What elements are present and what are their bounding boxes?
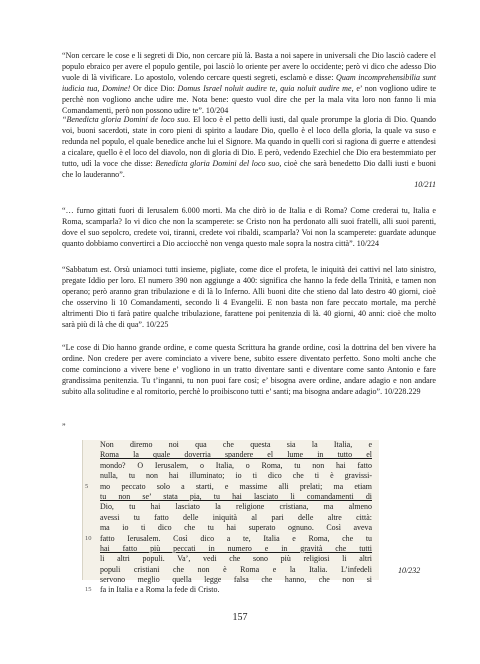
scan-line-text: tu non se’ stata pia, tu hai lasciato li comandamenti di	[100, 491, 372, 501]
scan-line-number: 5	[85, 482, 89, 490]
scan-line	[83, 513, 379, 523]
scan-line-text: nulla, tu non hai illuminato; io ti dico che ti è gravissi-	[100, 471, 372, 481]
scan-line	[83, 461, 379, 471]
scan-line-text: hai fatto più peccati in numero e in gravità che tutti	[100, 543, 372, 553]
scan-line	[83, 502, 379, 512]
paragraph-3-text: “… furno gittati fuori di Ierusalem 6.000 morti. Ma che dirò io de Italia e di Roma? Come crederai tu, Italia e Roma, scamparla? Io vi dico che non la scamperete: se Cristo non ha perdonato alli suoi fratelli, alli suoi parenti, dove el suo sepolcro, credete voi, tiranni, credete voi ribaldi, scamparla? Voi non la scamperete: guardate adunque quanto dobbiamo convertirci a Dio acciocchè non venga questo male sopra la nostra città”. 10/224	[62, 206, 436, 248]
scan-line	[83, 575, 379, 585]
scan-line-text: Non diremo noi qua che questa sia la Italia, e	[100, 440, 372, 449]
scan-line-text: populi cristiani che non è Roma e la Italia. L’infedeli	[100, 564, 372, 574]
scan-line	[83, 534, 379, 544]
scan-line-text: Dio, tu hai lasciato la religione cristiana, ma almeno	[100, 502, 372, 512]
scan-line	[83, 565, 379, 575]
paragraph-2-quote-1: “Benedicta gloria Domini de loco suo.	[62, 115, 191, 124]
paragraph-4-text: “Sabbatum est. Orsù uniamoci tutti insieme, pigliate, come dice el profeta, le iniquità dei cattivi nel lato sinistro, pregate Iddio per loro. El numero 390 non aggiunge a 400: significa che hanno la fede della Trinità, e tamen non operano; però aranno gran tribulazione e di là lo Inferno. Alli buoni dite che stieno dal lato destro 40 giorni, cioè che osservino li 10 Comandamenti, secondo li 4 Evangelii. E non basta non fare peccato mortale, ma perchè altrimenti Dio ti farà patire qualche tribulazione, farattene poi penitenzia di là. 40 giorni, 40 anni: cioè che molto sarà più di là che di qua”. 10/225	[62, 265, 436, 329]
scan-line-text: fatto Ierusalem. Così dico a te, Italia e Roma, che tu	[100, 533, 372, 543]
scan-line-text: avessi tu fatto delle iniquità al pari delle altre città:	[100, 512, 372, 522]
scan-line	[83, 585, 379, 595]
paragraph-1-text-b: Or dice Dio:	[130, 83, 178, 93]
paragraph-1	[62, 51, 436, 116]
paragraph-5-text: “Le cose di Dio hanno grande ordine, e come questa Scrittura ha grande ordine, così la dottrina del ben vivere ha ordine. Non credere per avere cominciato a vivere bene, subito essere diventato perfetto. Sono molti anche che come cominciono a vivere bene e’ vogliono in un tratto diventare santi e diventare come santo Antonio e fare grandissima penitenzia. Tu t’inganni, tu non puoi fare così; e’ bisogna avere ordine, andare adagio e non andare subito alla solitudine e al romitorio, perchè lo proibiscono tutti e’ santi; ma bisogna andare adagio”. 10/228.229	[62, 343, 436, 396]
scan-line-number: 10	[85, 534, 92, 542]
paragraph-2-quote-2: Benedicta gloria Domini del loco suo	[155, 158, 280, 168]
scan-reference: 10/232	[398, 566, 421, 575]
paragraph-5	[62, 343, 436, 398]
paragraph-2-text-b: , cioè che sarà benedetto Dio dalli iusti e buoni che lo lauderanno”.	[62, 158, 436, 179]
paragraph-4	[62, 265, 436, 330]
paragraph-1-quote-1: Quam incomprehensibilia sunt iudicia tua, Domine!	[62, 72, 436, 93]
scan-line-number: 15	[85, 586, 92, 594]
paragraph-2	[62, 115, 436, 191]
stray-quote-mark	[62, 422, 436, 433]
paragraph-2-text-a: El loco è el petto delli iusti, dal quale prorumpe la gloria di Dio. Quando voi, buoni sacerdoti, state in coro pieni di spirito a laudare Dio, quello è el loco della gloria, la quale va suso e redunda nel populo, el quale benedice anche lui el Signore. Ma quando in quelli cori si ragiona di guerre e attendesi a cicalare, quello è el loco del diavolo, non di gloria di Dio. E però, vedendo Ezechiel che Dio era bestemmiato per tutto, udì la voce che disse:	[62, 115, 436, 168]
paragraph-1-text-c: , e’ non vogliono udire te perchè non vogliono anche udire me. Nota bene: questo vuol dire che per la mala vita loro non fanno li mia Comandamenti, però non possono udire te”. 10/204	[62, 83, 437, 115]
scan-line	[83, 523, 379, 533]
scan-line	[83, 440, 379, 450]
scan-line	[83, 471, 379, 481]
paragraph-1-quote-2: Domus Israel noluit audire te, quia noluit audire me	[177, 83, 352, 93]
scan-line-text: mondo? O Ierusalem, o Italia, o Roma, tu non hai fatto	[100, 460, 372, 470]
scan-line	[83, 482, 379, 492]
scan-line-text: Roma la quale doverria spandere el lume in tutto el	[100, 450, 372, 460]
paragraph-2-reference: 10/211	[414, 180, 436, 190]
scan-line	[83, 554, 379, 564]
paragraph-1-text-a: “Non cercare le cose e li segreti di Dio, non cercare più là. Basta a noi sapere in universali che Dio lasciò cadere el populo ebraico per avere el populo gentile, poi lasciò lo oriente per avere lo occidente; però vi dico che adesso Dio vuole di là vivificare. Lo apostolo, volendo cercare questi segreti, esclamò e disse:	[62, 51, 436, 82]
stray-quote-mark-text: ”	[62, 422, 66, 431]
scan-line-text: mo peccato solo a starti, e massime alli prelati; ma etiam	[100, 481, 372, 491]
scan-line-text: li altri populi. Va’, vedi che sono più religiosi li altri	[100, 554, 372, 564]
scan-line	[83, 492, 379, 502]
scan-line-text: servono meglio quella legge falsa che hanno, che non si	[100, 575, 372, 585]
paragraph-3	[62, 206, 436, 250]
scanned-excerpt	[82, 440, 379, 595]
scan-line-text: fa in Italia e a Roma la fede di Cristo.	[100, 585, 220, 595]
page-number: 157	[232, 612, 248, 623]
scan-line	[83, 450, 379, 460]
scan-line	[83, 544, 379, 554]
scan-line-text: ma io ti dico che tu hai superato ognuno. Così aveva	[100, 523, 372, 533]
